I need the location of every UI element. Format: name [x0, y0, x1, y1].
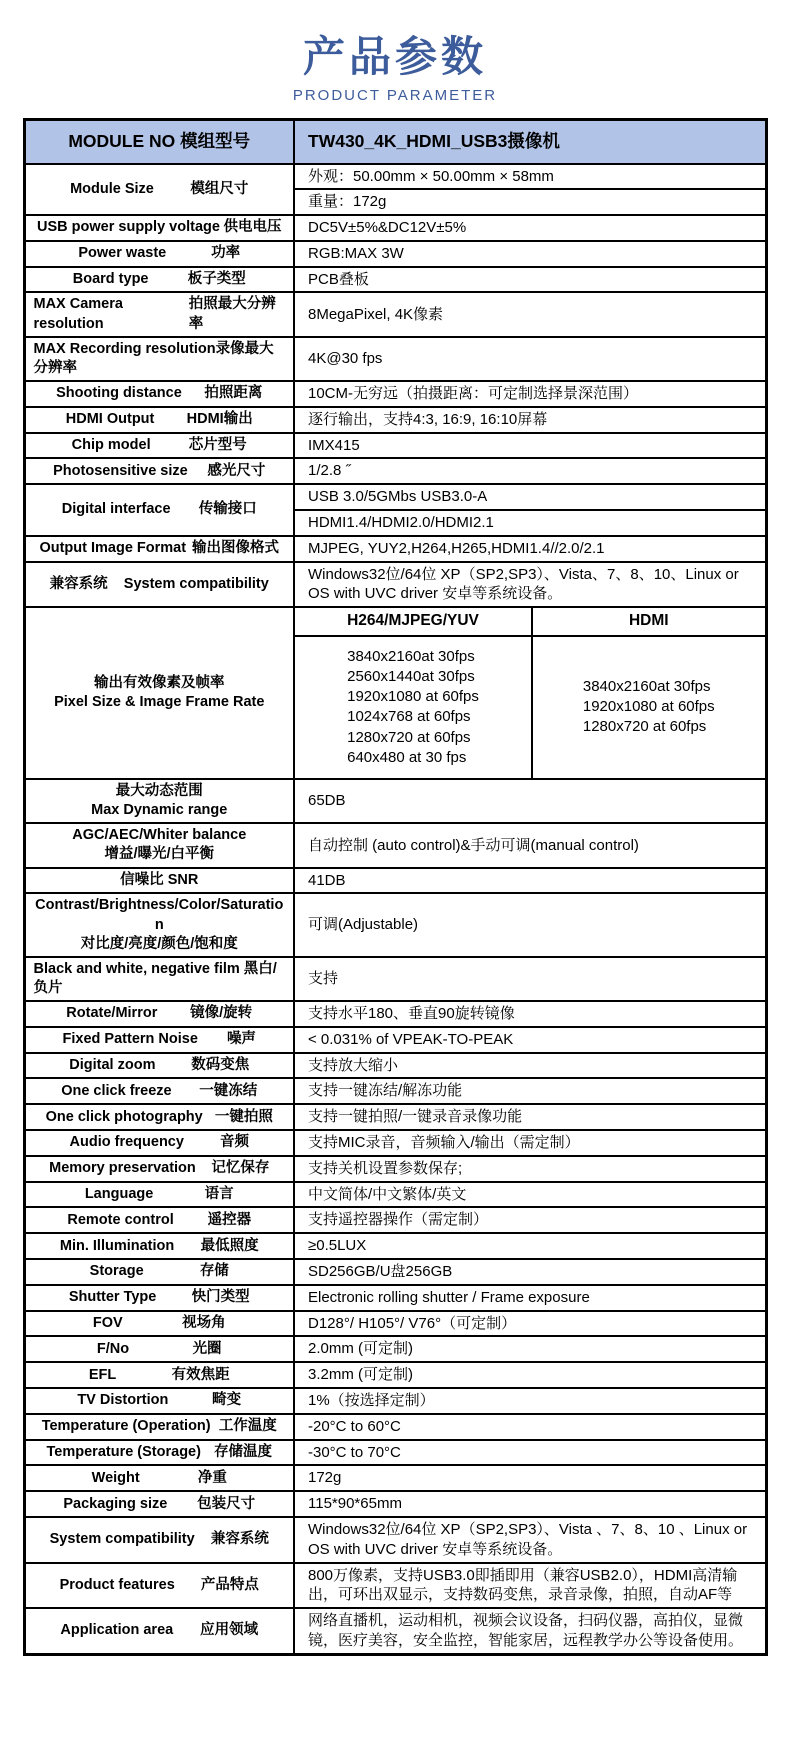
table-row: [24, 484, 766, 510]
table-row: [24, 1053, 766, 1079]
row-value: SD256GB/U盘256GB: [294, 1259, 766, 1285]
row-value: 8MegaPixel, 4K像素: [294, 292, 766, 336]
row-label: Application area 应用领域: [24, 1608, 294, 1654]
row-value: IMX415: [294, 433, 766, 459]
row-label: EFL 有效焦距: [24, 1362, 294, 1388]
row-label: 最大动态范围 Max Dynamic range: [24, 779, 294, 823]
row-value: DC5V±5%&DC12V±5%: [294, 215, 766, 241]
row-label: Product features 产品特点: [24, 1563, 294, 1609]
table-row: [24, 1259, 766, 1285]
row-value: MJPEG, YUY2,H264,H265,HDMI1.4//2.0/2.1: [294, 536, 766, 562]
row-value: Electronic rolling shutter / Frame exposure: [294, 1285, 766, 1311]
row-value: HDMI1.4/HDMI2.0/HDMI2.1: [294, 510, 766, 536]
row-value: USB 3.0/5GMbs USB3.0-A: [294, 484, 766, 510]
row-value: 支持MIC录音，音频输入/输出（需定制）: [294, 1130, 766, 1156]
row-label: Shooting distance 拍照距离: [24, 381, 294, 407]
table-row: [24, 1078, 766, 1104]
resolution-list: 3840x2160at 30fps 2560x1440at 30fps 1920x1080 at 60fps 1024x768 at 60fps 1280x720 at 60fps 640x480 at 30 fps: [294, 636, 532, 780]
table-row: [24, 607, 766, 635]
table-row: [24, 868, 766, 894]
table-row: [24, 1001, 766, 1027]
table-row: [24, 1336, 766, 1362]
table-row: [24, 893, 766, 956]
row-value: -20°C to 60°C: [294, 1414, 766, 1440]
table-row: [24, 1517, 766, 1563]
row-value: 172g: [294, 1465, 766, 1491]
table-row: [24, 1311, 766, 1337]
row-label: F/No 光圈: [24, 1336, 294, 1362]
row-label: Storage 存储: [24, 1259, 294, 1285]
table-row: [24, 407, 766, 433]
row-label: Fixed Pattern Noise 噪声: [24, 1027, 294, 1053]
row-label: HDMI Output HDMI输出: [24, 407, 294, 433]
row-value: 支持一键冻结/解冻功能: [294, 1078, 766, 1104]
row-value: 外观：50.00mm × 50.00mm × 58mm: [294, 164, 766, 190]
resolution-list: 3840x2160at 30fps 1920x1080 at 60fps 1280x720 at 60fps: [532, 636, 766, 780]
row-label: Rotate/Mirror 镜像/旋转: [24, 1001, 294, 1027]
table-row: [24, 1207, 766, 1233]
table-row: [24, 433, 766, 459]
row-label: Board type 板子类型: [24, 267, 294, 293]
row-value: 可调(Adjustable): [294, 893, 766, 956]
table-row: [24, 164, 766, 190]
row-label: One click freeze 一键冻结: [24, 1078, 294, 1104]
row-value: 支持关机设置参数保存;: [294, 1156, 766, 1182]
row-label: TV Distortion 畸变: [24, 1388, 294, 1414]
row-label: Contrast/Brightness/Color/Saturation 对比度/亮度/颜色/饱和度: [24, 893, 294, 956]
row-value: RGB:MAX 3W: [294, 241, 766, 267]
table-row: [24, 562, 766, 608]
row-value: -30°C to 70°C: [294, 1440, 766, 1466]
module-no-header: MODULE NO 模组型号: [24, 120, 294, 164]
row-label: Photosensitive size 感光尺寸: [24, 458, 294, 484]
row-label: Audio frequency 音频: [24, 1130, 294, 1156]
table-row: [24, 1388, 766, 1414]
row-value: 800万像素，支持USB3.0即插即用（兼容USB2.0），HDMI高清输出，可环出双显示，支持数码变焦，录音录像，拍照，自动AF等: [294, 1563, 766, 1609]
table-row: [24, 1285, 766, 1311]
row-label: Remote control 遥控器: [24, 1207, 294, 1233]
table-row: [24, 458, 766, 484]
row-label: System compatibility 兼容系统: [24, 1517, 294, 1563]
row-label: Memory preservation 记忆保存: [24, 1156, 294, 1182]
row-label: Shutter Type 快门类型: [24, 1285, 294, 1311]
model-name-header: TW430_4K_HDMI_USB3摄像机: [294, 120, 766, 164]
row-value: 1/2.8 ˝: [294, 458, 766, 484]
page-header: [0, 0, 790, 118]
table-row: [24, 267, 766, 293]
row-value: 支持水平180、垂直90旋转镜像: [294, 1001, 766, 1027]
row-value: 1%（按选择定制）: [294, 1388, 766, 1414]
row-label: Packaging size 包装尺寸: [24, 1491, 294, 1517]
row-value: Windows32位/64位 XP（SP2,SP3）、Vista、7、8、10、Linux or OS with UVC driver 安卓等系统设备。: [294, 562, 766, 608]
table-row: [24, 1465, 766, 1491]
table-row: [24, 215, 766, 241]
table-row: [24, 1440, 766, 1466]
table-row: [24, 292, 766, 336]
row-value: 65DB: [294, 779, 766, 823]
row-value: 支持遥控器操作（需定制）: [294, 1207, 766, 1233]
page-title: 产品参数: [302, 33, 487, 80]
row-value: 41DB: [294, 868, 766, 894]
row-label: Digital interface 传输接口: [24, 484, 294, 536]
row-value: 网络直播机，运动相机，视频会议设备，扫码仪器，高拍仪，显微镜，医疗美容，安全监控，智能家居，远程教学办公等设备使用。: [294, 1608, 766, 1654]
product-parameter-table: [23, 118, 768, 1656]
table-row: [24, 1414, 766, 1440]
row-value: 中文简体/中文繁体/英文: [294, 1182, 766, 1208]
table-row: [24, 957, 766, 1001]
table-row: [24, 1491, 766, 1517]
table-row: [24, 1182, 766, 1208]
row-value: Windows32位/64位 XP（SP2,SP3）、Vista 、7、8、10 、Linux or OS with UVC driver 安卓等系统设备。: [294, 1517, 766, 1563]
table-row: [24, 337, 766, 381]
row-label: Black and white, negative film 黑白/负片: [24, 957, 294, 1001]
row-label: One click photography 一键拍照: [24, 1104, 294, 1130]
row-label: AGC/AEC/Whiter balance 增益/曝光/白平衡: [24, 823, 294, 867]
row-label: 兼容系统 System compatibility: [24, 562, 294, 608]
table-row: [24, 1027, 766, 1053]
row-label: Weight 净重: [24, 1465, 294, 1491]
row-label: Temperature (Storage) 存储温度: [24, 1440, 294, 1466]
table-row: [24, 1156, 766, 1182]
table-header-row: [24, 120, 766, 164]
row-label: Temperature (Operation) 工作温度: [24, 1414, 294, 1440]
row-value: 支持一键拍照/一键录音录像功能: [294, 1104, 766, 1130]
row-label: USB power supply voltage 供电电压: [24, 215, 294, 241]
row-value: 支持放大缩小: [294, 1053, 766, 1079]
table-row: [24, 241, 766, 267]
format-column-header: H264/MJPEG/YUV: [294, 607, 532, 635]
row-value: 115*90*65mm: [294, 1491, 766, 1517]
row-value: < 0.031% of VPEAK-TO-PEAK: [294, 1027, 766, 1053]
row-label: Chip model 芯片型号: [24, 433, 294, 459]
table-row: [24, 779, 766, 823]
row-value: 支持: [294, 957, 766, 1001]
row-label: Min. Illumination 最低照度: [24, 1233, 294, 1259]
row-value: 重量：172g: [294, 189, 766, 215]
row-value: D128°/ H105°/ V76°（可定制）: [294, 1311, 766, 1337]
row-value: 2.0mm (可定制): [294, 1336, 766, 1362]
row-label: MAX Camera resolution 拍照最大分辨率: [24, 292, 294, 336]
row-value: 3.2mm (可定制): [294, 1362, 766, 1388]
table-row: [24, 536, 766, 562]
row-value: 4K@30 fps: [294, 337, 766, 381]
page-subtitle: PRODUCT PARAMETER: [292, 87, 498, 104]
row-label: Language 语言: [24, 1182, 294, 1208]
row-value: 逐行输出，支持4:3, 16:9, 16:10屏幕: [294, 407, 766, 433]
table-row: [24, 1608, 766, 1654]
table-row: [24, 1104, 766, 1130]
row-label: Power waste 功率: [24, 241, 294, 267]
row-label: FOV 视场角: [24, 1311, 294, 1337]
row-value: PCB叠板: [294, 267, 766, 293]
table-row: [24, 381, 766, 407]
format-column-header: HDMI: [532, 607, 766, 635]
table-row: [24, 823, 766, 867]
row-value: ≥0.5LUX: [294, 1233, 766, 1259]
table-row: [24, 1233, 766, 1259]
row-label: 信噪比 SNR: [24, 868, 294, 894]
table-row: [24, 1563, 766, 1609]
row-label: Output Image Format 输出图像格式: [24, 536, 294, 562]
row-value: 自动控制 (auto control)&手动可调(manual control): [294, 823, 766, 867]
row-label: Module Size 模组尺寸: [24, 164, 294, 216]
table-row: [24, 1130, 766, 1156]
row-label: 输出有效像素及帧率 Pixel Size & Image Frame Rate: [24, 607, 294, 779]
row-value: 10CM-无穷远（拍摄距离：可定制选择景深范围）: [294, 381, 766, 407]
table-row: [24, 1362, 766, 1388]
row-label: Digital zoom 数码变焦: [24, 1053, 294, 1079]
row-label: MAX Recording resolution录像最大分辨率: [24, 337, 294, 381]
